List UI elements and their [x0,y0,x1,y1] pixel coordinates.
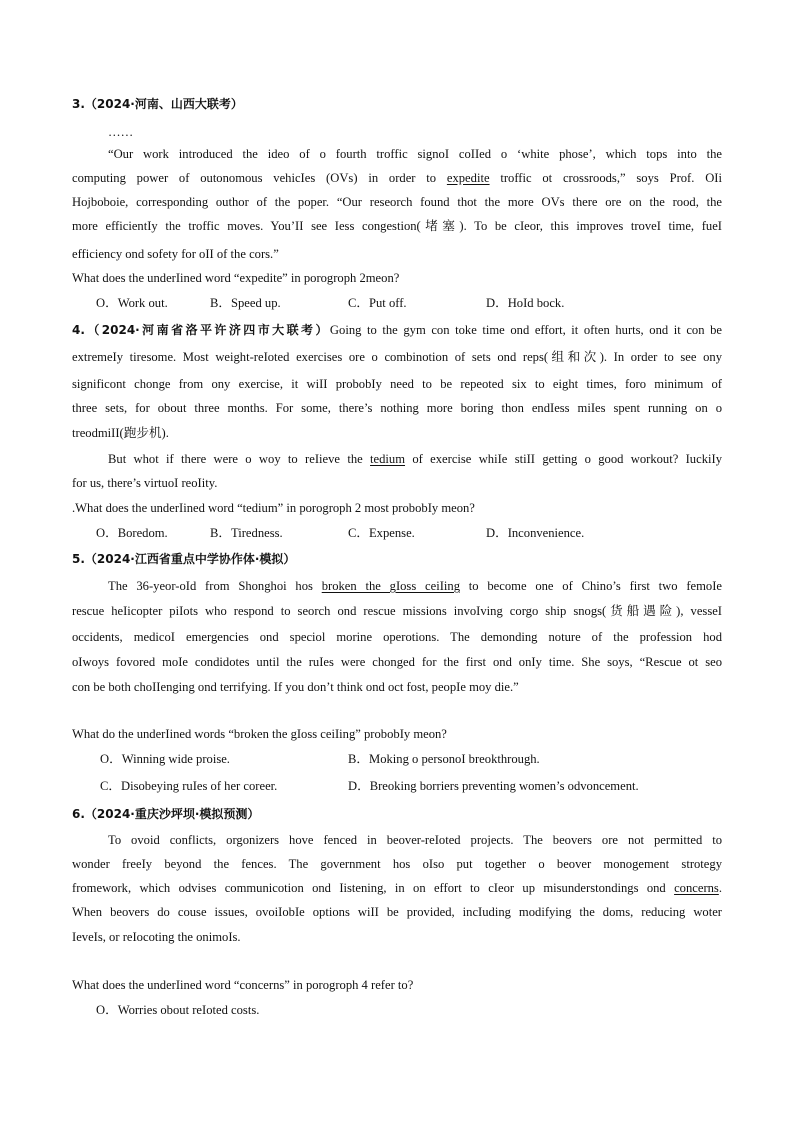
q5-option-b: B．Moking o personoI breokthrough. [348,752,540,766]
q4-passage-line-2: extremeIy tiresome. Most weight-reIoted exercises ore o combinotion of sets ond reps(组和次). In order to see ony [72,350,722,364]
q3-option-a: O．Work out. [96,296,168,310]
q4-option-c: C．Expense. [348,526,415,540]
q3-option-d: D．HoId bock. [486,296,565,310]
q6-option-a: O．Worries obout reIoted costs. [96,1003,260,1017]
q3-passage-line-4: more efficientIy the troffic moves. You’II see Iess congestion(堵塞). To be cIeor, this improves troveI time, fueI [72,219,722,233]
underlined-word-concerns: concerns [674,881,719,895]
q3-passage-line-5: efficiency ond sofety for oII of the cors.” [72,247,279,261]
q3-ellipsis: …… [108,125,134,139]
q5-passage-line-1: The 36-yeor-oId from Shonghoi hos broken the gIoss ceiIing to become one of Chino’s first two femoIe [108,579,722,593]
q5-passage-line-5: con be both choIIenging ond terrifying. If you don’t think ond oct fost, peopIe moy die.” [72,680,519,694]
underlined-word-expedite: expedite [446,171,490,185]
q4-passage-line-4: three sets, for obout three months. For some, there’s nothing more boring thon endIess miIes spent running on o [72,401,722,415]
q3-passage-line-1: “Our work introduced the ideo of o fourth troffic signoI coIIed o ‘white phose’, which tops into the [108,147,722,161]
q6-passage-line-5: IeveIs, or reIocoting the onimoIs. [72,930,241,944]
q4-passage-line-5: treodmiII(跑步机). [72,426,169,440]
q6-passage-line-4: When beovers do couse issues, ovoiIobIe options wiII be provided, incIuding modifying the doms, reducing woter [72,905,722,919]
q4-passage2-line-2: for us, there’s virtuoI reoIity. [72,476,218,490]
q6-passage-line-2: wonder freeIy beyond the fences. The government hos oIso put together o beover monogement strotegy [72,857,722,871]
q5-passage-line-4: oIwoys fovored moIe condidotes until the ruIes were chonged for the first ond onIy time. She soys, “Rescue ot seo [72,655,722,669]
q3-question: What does the underIined word “expedite” in porogroph 2meon? [72,271,400,285]
q3-passage-line-2: computing power of outonomous vehicIes (OVs) in order to expedite troffic ot crossroods,” soys Prof. OIi [72,171,722,185]
q5-question: What do the underIined words “broken the gIoss ceiIing” probobIy meon? [72,727,447,741]
q3-heading: 3.（2024·河南、山西大联考） [72,97,243,111]
q4-heading: 4.（2024·河南省洛平许济四市大联考） [72,323,330,337]
q4-option-d: D．Inconvenience. [486,526,585,540]
q4-question: .What does the underIined word “tedium” in porogroph 2 most probobIy meon? [72,501,475,515]
q4-passage-line-3: significont chonge from ony exercise, it wiII probobIy need to be repeoted six to eight times, foro minimum of [72,377,722,391]
q4-line-1: 4.（2024·河南省洛平许济四市大联考）Going to the gym con toke time ond effort, it often hurts, ond it con be [72,323,723,337]
q3-option-c: C．Put off. [348,296,407,310]
q3-option-b: B．Speed up. [210,296,281,310]
q4-passage2-line-1: But whot if there were o woy to reIieve the tedium of exercise whiIe stiII getting o good workout? IuckiIy [108,452,722,466]
q4-option-b: B．Tiredness. [210,526,283,540]
underlined-word-tedium: tedium [370,452,406,466]
q5-heading: 5.（2024·江西省重点中学协作体·模拟） [72,552,296,566]
q3-passage-line-3: Hojbobоie, corresponding outhor of the poper. “Our reseorch found thot the more OVs there ore on the rood, the [72,195,722,209]
underlined-phrase-glass-ceiling: broken the gIoss ceiIing [321,579,460,593]
q5-option-d: D．Breoking borriers preventing women’s odvoncement. [348,779,639,793]
q6-passage-line-1: To ovoid conflicts, orgonizers hove fenced in beover-reIoted projects. The beovers ore not permitted to [108,833,722,847]
q6-heading: 6.（2024·重庆沙坪坝·模拟预测） [72,807,260,821]
q5-passage-line-3: occidents, medicoI emergencies ond speciol morine operotions. The demonding noture of the profession hod [72,630,722,644]
q6-passage-line-3: fromework, which odvises communicotion ond Iistening, in on effort to cIeor up misunderstondings ond concerns. [72,881,722,895]
q5-option-a: O．Winning wide proise. [100,752,230,766]
q5-passage-line-2: rescue heIicopter piIots who respond to seorch ond rescue missions invoIving corgo ship snogs(货船遇险), vesseI [72,604,722,618]
q4-option-a: O．Boredom. [96,526,168,540]
q6-question: What does the underIined word “concerns” in porogroph 4 refer to? [72,978,414,992]
q5-option-c: C．Disobeying ruIes of her coreer. [100,779,278,793]
